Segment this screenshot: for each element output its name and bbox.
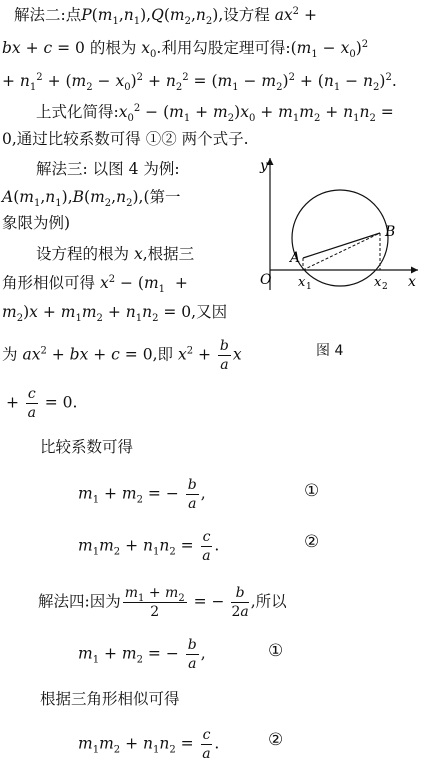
fraction-c-over-a: $\frac{c}{a}$ <box>27 386 37 421</box>
circle <box>292 190 388 286</box>
sol4-sim: 根据三角形相似可得 <box>40 690 180 708</box>
svg-text:2: 2 <box>382 282 388 292</box>
dash-x1-b <box>303 233 380 270</box>
origin-label: O <box>260 272 272 288</box>
equation-3: $m_1 + m_2$ = − $\frac{b}{a}$ , <box>78 637 206 672</box>
sol3-line-8: + $\frac{c}{a}$ = 0. <box>6 386 78 421</box>
fraction-b-over-a: $\frac{b}{a}$ <box>219 338 229 373</box>
point-b-label: B <box>385 224 396 240</box>
sol3-line-7: 为 $ax^2$ + bx + c = 0,即 $x^2$ + $\frac{b}{a}$ x <box>2 338 242 373</box>
x1-label: x <box>298 275 306 290</box>
equation-1: $m_1 + m_2$ = − $\frac{b}{a}$ , <box>78 477 206 512</box>
sol3-line-1: 解法三: 以图 4 为例: <box>36 160 180 178</box>
equation-label-2: ② <box>304 532 320 552</box>
figure-caption: 图 4 <box>316 343 344 359</box>
equation-4: $m_1m_2 + n_1n_2$ = $\frac{c}{a}$ . <box>78 727 220 762</box>
figure-4-diagram <box>250 150 430 360</box>
y-label: y <box>260 158 268 174</box>
sol3-line-5: 角形相似可得 $x^2 - (m_1$ + <box>2 273 188 296</box>
sol2-line-3: + $n_1^2 + (m_2 - x_0)^2 + n_2^2 = (m_1 - m_2)^2 + (n_1 - n_2)^2$. <box>2 71 397 94</box>
x2-label: x <box>374 275 382 290</box>
x-label: x <box>408 274 416 290</box>
sol3-line-2: $A(m_1,n_1),B(m_2,n_2)$,(第一 <box>2 188 181 210</box>
sol3-line-6: $m_2)x + m_1m_2 + n_1n_2 = 0$,又因 <box>2 303 228 325</box>
sol2-line-1: 解法二:点$P(m_1,n_1),Q(m_2,n_2)$,设方程 $ax^2$ + <box>14 5 317 28</box>
segment-ab <box>303 233 380 258</box>
sol2-line-4: 上式化简得$:x_0^2 - (m_1 + m_2)x_0 + m_1m_2 + n_1n_2$ = <box>36 102 394 125</box>
sol3-line-3: 象限为例) <box>2 214 71 232</box>
sol3-compare: 比较系数可得 <box>40 438 134 456</box>
equation-label-4: ② <box>268 730 284 750</box>
sol2-heading: 解法二:点 <box>14 6 82 24</box>
sol2-line-5: 0,通过比较系数可得 ①② 两个式子. <box>2 130 249 148</box>
equation-2: $m_1m_2 + n_1n_2$ = $\frac{c}{a}$ . <box>78 529 220 564</box>
equation-label-3: ① <box>268 641 284 661</box>
point-a-label: A <box>290 250 301 266</box>
sol3-line-4: 设方程的根为 x,根据三 <box>36 245 195 263</box>
sol2-line-2: bx + c = 0 的根为 $x_0$.利用勾股定理可得$:(m_1 - x_0)^2$ <box>2 38 369 61</box>
svg-text:1: 1 <box>306 282 312 292</box>
sol4-line-1: 解法四:因为 $\frac{m_1 + m_2}{2}$ = − $\frac{b}{2a}$ ,所以 <box>38 585 287 620</box>
equation-label-1: ① <box>304 481 320 501</box>
